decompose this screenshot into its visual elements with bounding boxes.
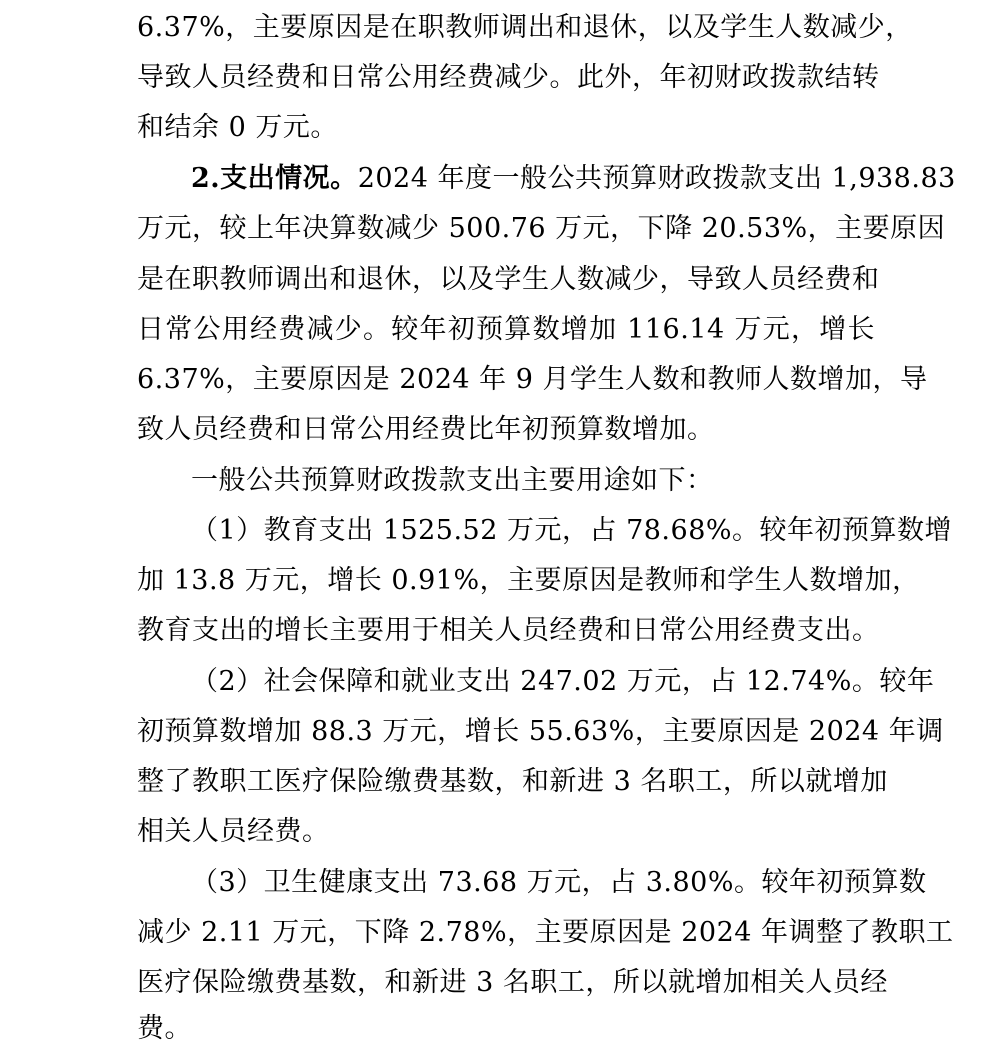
text-line: 导致人员经费和日常公用经费减少。此外，年初财政拨款结转 bbox=[137, 62, 880, 93]
section-line bbox=[191, 154, 956, 204]
text-line: 减少 2.11 万元，下降 2.78%，主要原因是 2024 年调整了教职工 bbox=[137, 917, 954, 948]
text-line: 是在职教师调出和退休，以及学生人数减少，导致人员经费和 bbox=[137, 264, 880, 295]
text-line: （1）教育支出 1525.52 万元，占 78.68%。较年初预算数增 bbox=[191, 515, 953, 546]
text-line: 一般公共预算财政拨款支出主要用途如下： bbox=[191, 465, 714, 496]
text-line: 和结余 0 万元。 bbox=[137, 112, 338, 143]
text-line: 加 13.8 万元，增长 0.91%，主要原因是教师和学生人数增加， bbox=[137, 565, 920, 596]
text-line: 6.37%，主要原因是在职教师调出和退休，以及学生人数减少， bbox=[137, 12, 913, 43]
text-line: 教育支出的增长主要用于相关人员经费和日常公用经费支出。 bbox=[137, 615, 880, 646]
text-line: 万元，较上年决算数减少 500.76 万元，下降 20.53%，主要原因 bbox=[137, 213, 946, 244]
text-line: 6.37%，主要原因是 2024 年 9 月学生人数和教师人数增加，导 bbox=[137, 364, 928, 395]
text-line: 致人员经费和日常公用经费比年初预算数增加。 bbox=[137, 414, 715, 445]
text-line: （3）卫生健康支出 73.68 万元，占 3.80%。较年初预算数 bbox=[191, 867, 927, 898]
text-span: 2024 年度一般公共预算财政拨款支出 1,938.83 bbox=[357, 163, 956, 194]
text-line: （2）社会保障和就业支出 247.02 万元，占 12.74%。较年 bbox=[191, 666, 935, 697]
text-line: 费。 bbox=[137, 1013, 192, 1044]
section-heading: 2.支出情况。 bbox=[191, 163, 358, 194]
text-line: 医疗保险缴费基数，和新进 3 名职工，所以就增加相关人员经 bbox=[137, 967, 888, 998]
text-line: 初预算数增加 88.3 万元，增长 55.63%，主要原因是 2024 年调 bbox=[137, 716, 944, 747]
text-line: 整了教职工医疗保险缴费基数，和新进 3 名职工，所以就增加 bbox=[137, 766, 888, 797]
text-line: 相关人员经费。 bbox=[137, 816, 330, 847]
text-line: 日常公用经费减少。较年初预算数增加 116.14 万元，增长 bbox=[137, 314, 875, 345]
